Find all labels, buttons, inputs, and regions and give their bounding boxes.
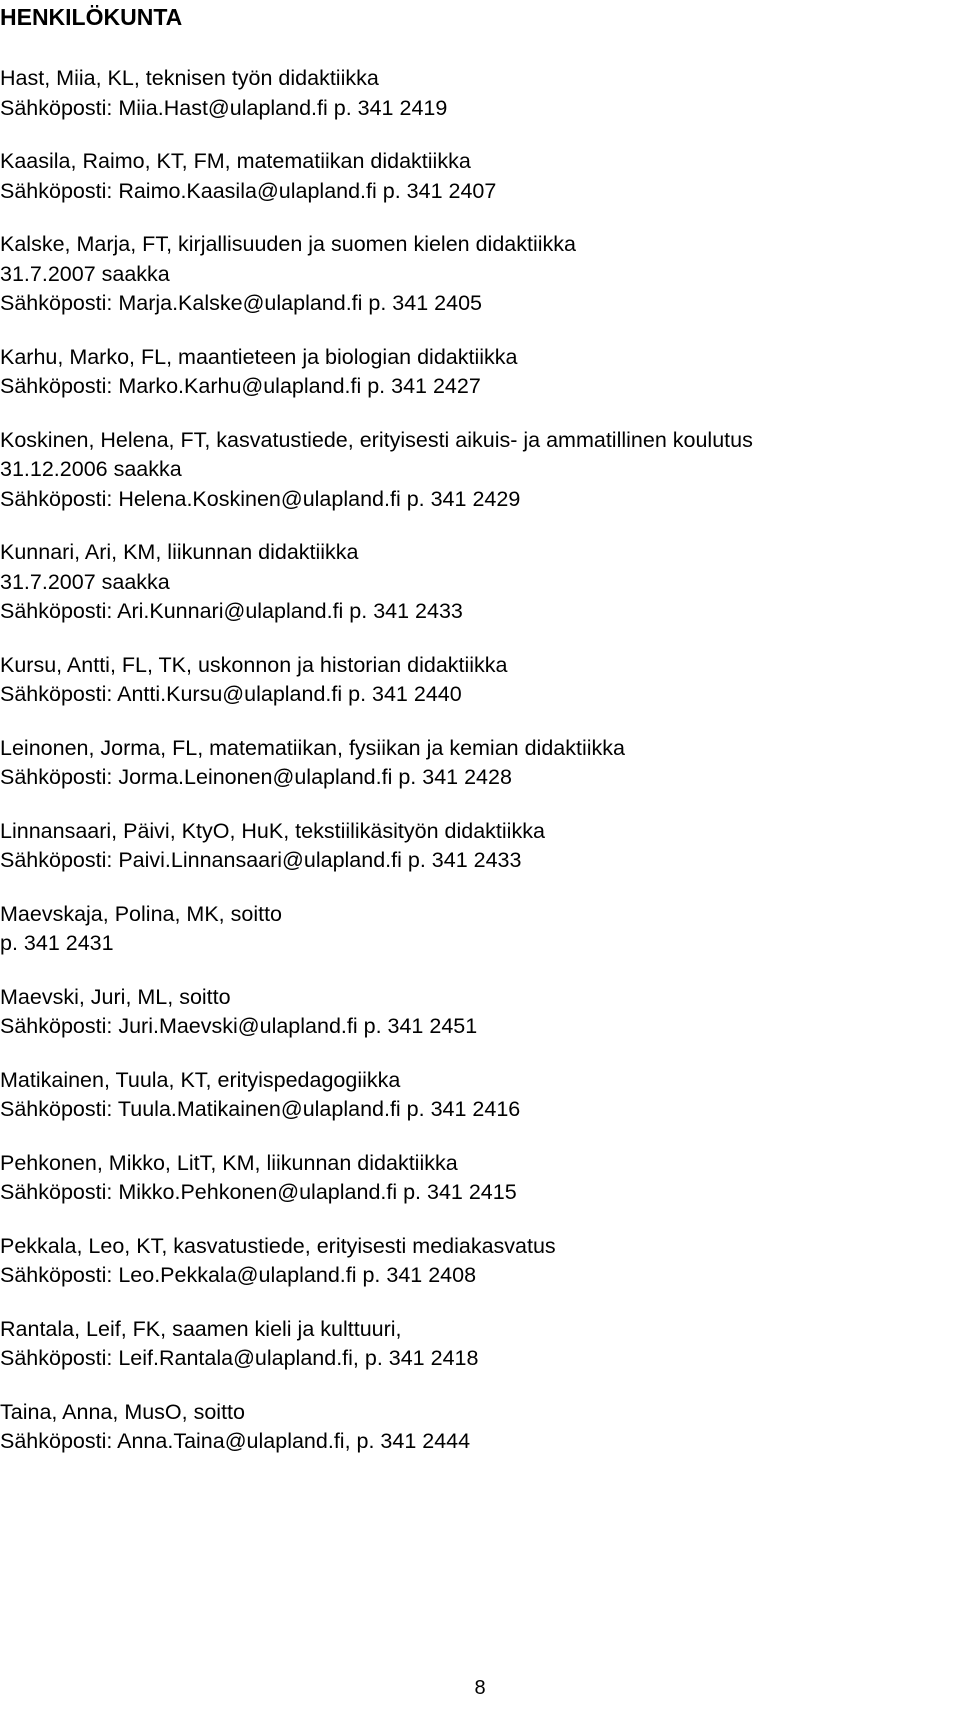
staff-name-line: Matikainen, Tuula, KT, erityispedagogiikka (0, 1067, 401, 1092)
staff-name-line: Kursu, Antti, FL, TK, uskonnon ja historian didaktiikka (0, 652, 508, 677)
staff-detail-line: Sähköposti: Juri.Maevski@ulapland.fi p. 341 2451 (0, 1014, 478, 1038)
staff-detail-line: Sähköposti: Ari.Kunnari@ulapland.fi p. 341 2433 (0, 599, 463, 623)
staff-detail-line: Sähköposti: Leif.Rantala@ulapland.fi, p. 341 2418 (0, 1346, 479, 1370)
staff-name-line: Hast, Miia, KL, teknisen työn didaktiikka (0, 66, 379, 90)
staff-entry (0, 1398, 960, 1457)
staff-detail-line: Sähköposti: Anna.Taina@ulapland.fi, p. 341 2444 (0, 1429, 471, 1453)
staff-detail-line: Sähköposti: Raimo.Kaasila@ulapland.fi p. 341 2407 (0, 178, 497, 203)
staff-entry (0, 64, 960, 123)
page-heading: HENKILÖKUNTA (0, 4, 183, 30)
staff-name-line: Kalske, Marja, FT, kirjallisuuden ja suomen kielen didaktiikka (0, 232, 576, 256)
staff-detail-line: Sähköposti: Jorma.Leinonen@ulapland.fi p. 341 2428 (0, 765, 512, 789)
staff-entry (0, 1149, 960, 1208)
staff-name-line: Taina, Anna, MusO, soitto (0, 1399, 245, 1424)
staff-detail-line: Sähköposti: Paivi.Linnansaari@ulapland.fi p. 341 2433 (0, 848, 522, 872)
staff-name-line: Pehkonen, Mikko, LitT, KM, liikunnan didaktiikka (0, 1150, 458, 1175)
staff-entry (0, 426, 960, 515)
staff-detail-line: 31.7.2007 saakka (0, 569, 170, 594)
staff-entry (0, 983, 960, 1042)
staff-entry (0, 734, 960, 793)
staff-detail-line: Sähköposti: Tuula.Matikainen@ulapland.fi p. 341 2416 (0, 1097, 521, 1121)
staff-entry (0, 147, 960, 206)
staff-detail-line: Sähköposti: Leo.Pekkala@ulapland.fi p. 341 2408 (0, 1263, 477, 1287)
staff-name-line: Karhu, Marko, FL, maantieteen ja biologian didaktiikka (0, 344, 518, 369)
staff-entry (0, 230, 960, 319)
staff-detail-line: Sähköposti: Antti.Kursu@ulapland.fi p. 341 2440 (0, 682, 462, 706)
staff-detail-line: p. 341 2431 (0, 931, 114, 955)
staff-detail-line: Sähköposti: Mikko.Pehkonen@ulapland.fi p. 341 2415 (0, 1180, 517, 1204)
staff-detail-line: Sähköposti: Marja.Kalske@ulapland.fi p. 341 2405 (0, 291, 482, 315)
staff-detail-line: Sähköposti: Marko.Karhu@ulapland.fi p. 341 2427 (0, 374, 481, 398)
staff-entry (0, 817, 960, 876)
staff-name-line: Pekkala, Leo, KT, kasvatustiede, erityisesti mediakasvatus (0, 1233, 556, 1258)
staff-name-line: Leinonen, Jorma, FL, matematiikan, fysiikan ja kemian didaktiikka (0, 735, 625, 760)
staff-entry (0, 651, 960, 710)
staff-entry (0, 538, 960, 627)
staff-name-line: Maevskaja, Polina, MK, soitto (0, 901, 283, 926)
staff-name-line: Maevski, Juri, ML, soitto (0, 984, 231, 1009)
staff-name-line: Rantala, Leif, FK, saamen kieli ja kulttuuri, (0, 1316, 402, 1341)
staff-name-line: Kaasila, Raimo, KT, FM, matematiikan didaktiikka (0, 149, 471, 173)
staff-detail-line: Sähköposti: Miia.Hast@ulapland.fi p. 341 2419 (0, 95, 448, 120)
staff-name-line: Linnansaari, Päivi, KtyO, HuK, tekstiilikäsityön didaktiikka (0, 818, 545, 843)
staff-detail-line: 31.12.2006 saakka (0, 457, 182, 481)
staff-entry (0, 1315, 960, 1374)
staff-name-line: Kunnari, Ari, KM, liikunnan didaktiikka (0, 540, 359, 564)
page-number: 8 (474, 1677, 486, 1699)
staff-detail-line: 31.7.2007 saakka (0, 261, 170, 286)
staff-entry (0, 900, 960, 959)
staff-detail-line: Sähköposti: Helena.Koskinen@ulapland.fi p. 341 2429 (0, 486, 521, 511)
staff-entry (0, 343, 960, 402)
staff-name-line: Koskinen, Helena, FT, kasvatustiede, erityisesti aikuis- ja ammatillinen koulutus (0, 427, 753, 452)
staff-entry (0, 1232, 960, 1291)
staff-entry (0, 1066, 960, 1125)
staff-list (0, 64, 960, 1481)
